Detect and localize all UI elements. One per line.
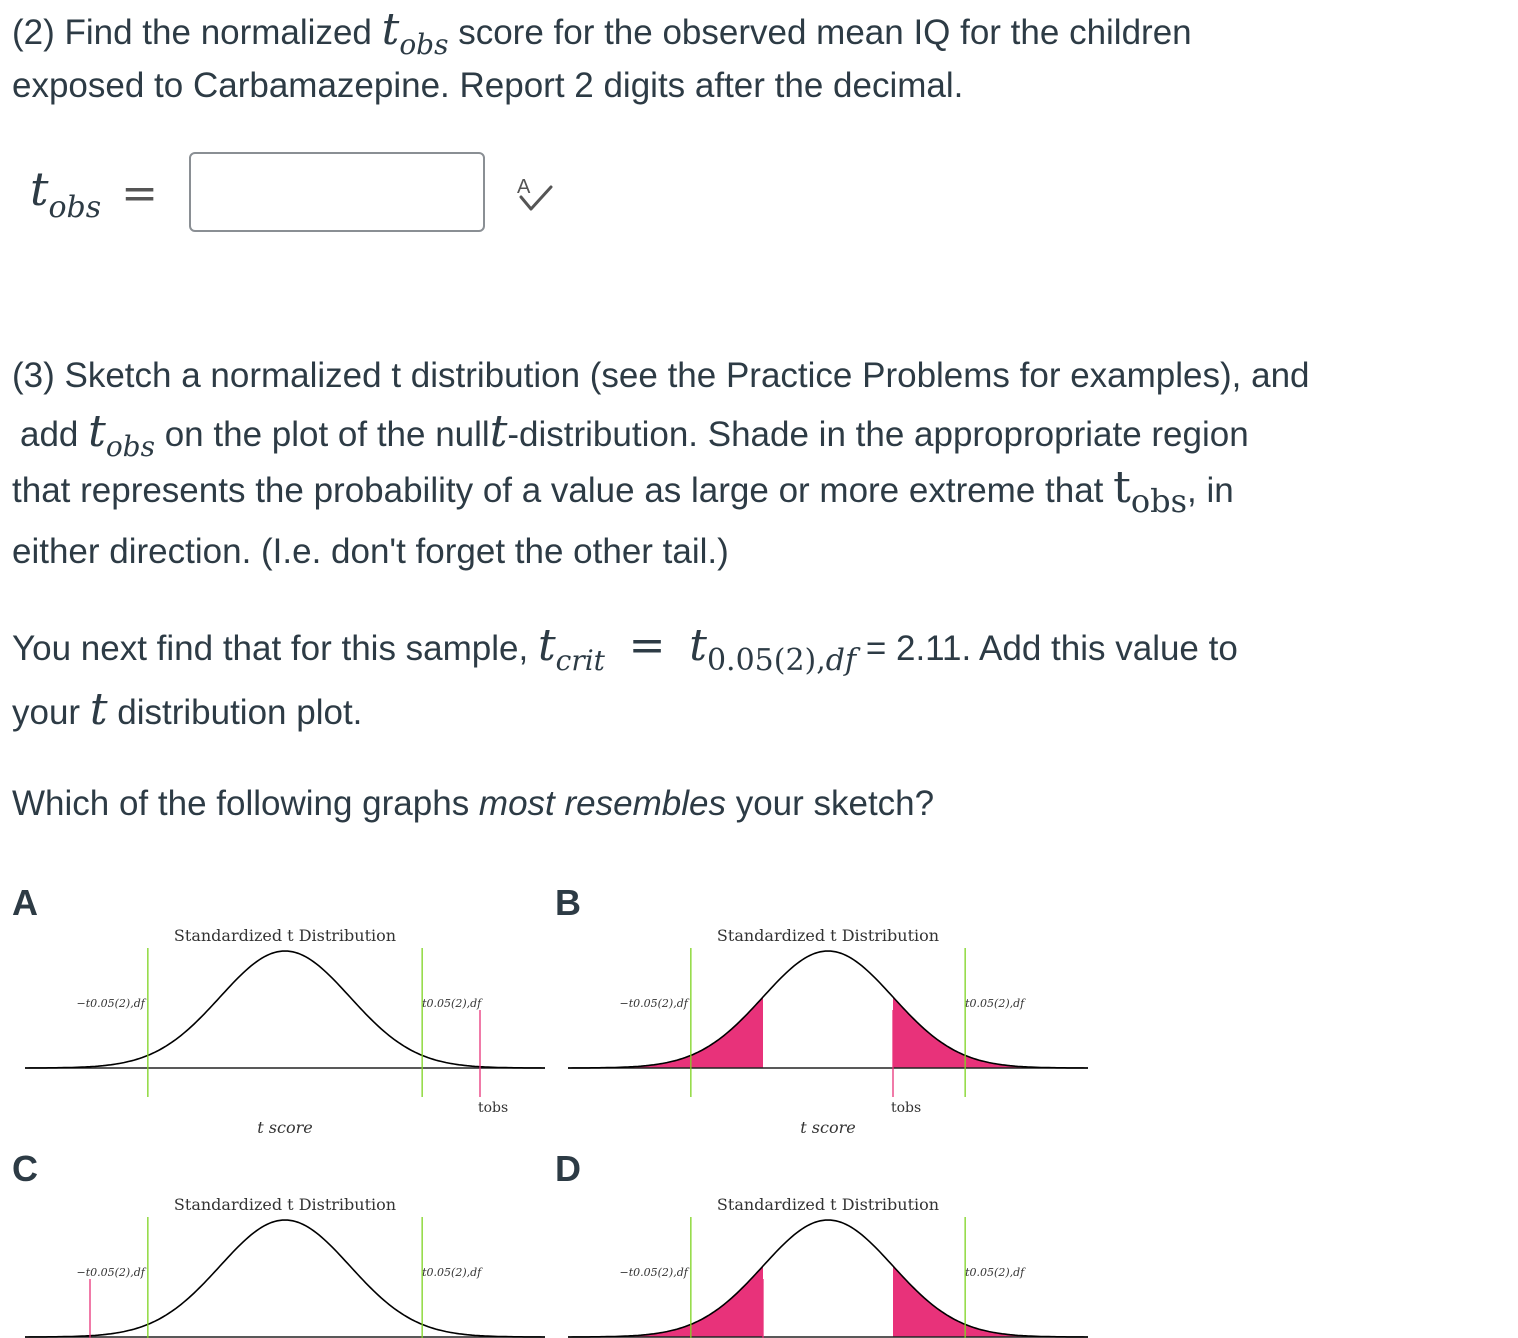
x-axis-label: t score <box>257 1118 313 1137</box>
t-obs-symbol: $t_{obs}$ <box>381 4 449 61</box>
option-b-label[interactable]: B <box>555 882 581 923</box>
pos-critical-label: t0.05(2),df <box>965 1266 1025 1279</box>
t-critical-symbol: $t_{0.05(2),df}$ <box>689 620 857 678</box>
option-c-label[interactable]: C <box>12 1148 38 1189</box>
question-3-line1: (3) Sketch a normalized t distribution (see the Practice Problems for examples), and <box>12 356 1310 395</box>
neg-critical-label: −t0.05(2),df <box>76 1266 145 1279</box>
question-3-line3: that represents the probability of a value as large or more extreme that $t_{obs}$, in <box>12 462 1234 520</box>
question-2-line2: exposed to Carbamazepine. Report 2 digits after the decimal. <box>12 66 964 105</box>
option-d-label[interactable]: D <box>555 1148 581 1189</box>
chart-title: Standardized t Distribution <box>173 1195 397 1214</box>
chart-title: Standardized t Distribution <box>716 926 940 945</box>
t-obs-label: tobs <box>891 1100 922 1116</box>
question-3-line4: either direction. (I.e. don't forget the other tail.) <box>12 532 729 571</box>
which-question: Which of the following graphs most resembles your sketch? <box>12 784 935 823</box>
pos-critical-label: t0.05(2),df <box>422 1266 482 1279</box>
svg-text:A: A <box>517 176 531 198</box>
spellcheck-icon[interactable] <box>515 173 555 213</box>
crit-line2: your t distribution plot. <box>12 684 363 735</box>
chart-title: Standardized t Distribution <box>716 1195 940 1214</box>
chart-title: Standardized t Distribution <box>173 926 397 945</box>
neg-critical-label: −t0.05(2),df <box>619 997 688 1010</box>
crit-line1: You next find that for this sample, $t_{crit} = t_{0.05(2),df} = 2.11$. Add this value to <box>12 620 1238 678</box>
t-obs-label: tobs <box>478 1100 509 1116</box>
t-obs-answer-input[interactable] <box>189 152 485 232</box>
option-a-chart[interactable] <box>0 915 560 1145</box>
question-2-line1: (2) Find the normalized $t_{obs}$ score for the observed mean IQ for the children <box>12 4 1192 61</box>
t-crit-symbol: $t_{crit}$ <box>537 620 605 677</box>
option-d-chart[interactable] <box>543 1184 1103 1338</box>
answer-label: $t_{obs}$ <box>30 161 102 225</box>
x-axis-label: t score <box>800 1118 856 1137</box>
pos-critical-label: t0.05(2),df <box>965 997 1025 1010</box>
option-b-chart[interactable] <box>543 915 1103 1145</box>
answer-row <box>30 150 180 236</box>
neg-critical-label: −t0.05(2),df <box>619 1266 688 1279</box>
neg-critical-label: −t0.05(2),df <box>76 997 145 1010</box>
pos-critical-label: t0.05(2),df <box>422 997 482 1010</box>
option-a-label[interactable]: A <box>12 882 38 923</box>
option-c-chart[interactable] <box>0 1184 560 1338</box>
equals-sign: = <box>121 167 159 219</box>
question-3-line2: add $t_{obs}$ on the plot of the nullt-distribution. Shade in the appropropriate region <box>20 406 1249 463</box>
